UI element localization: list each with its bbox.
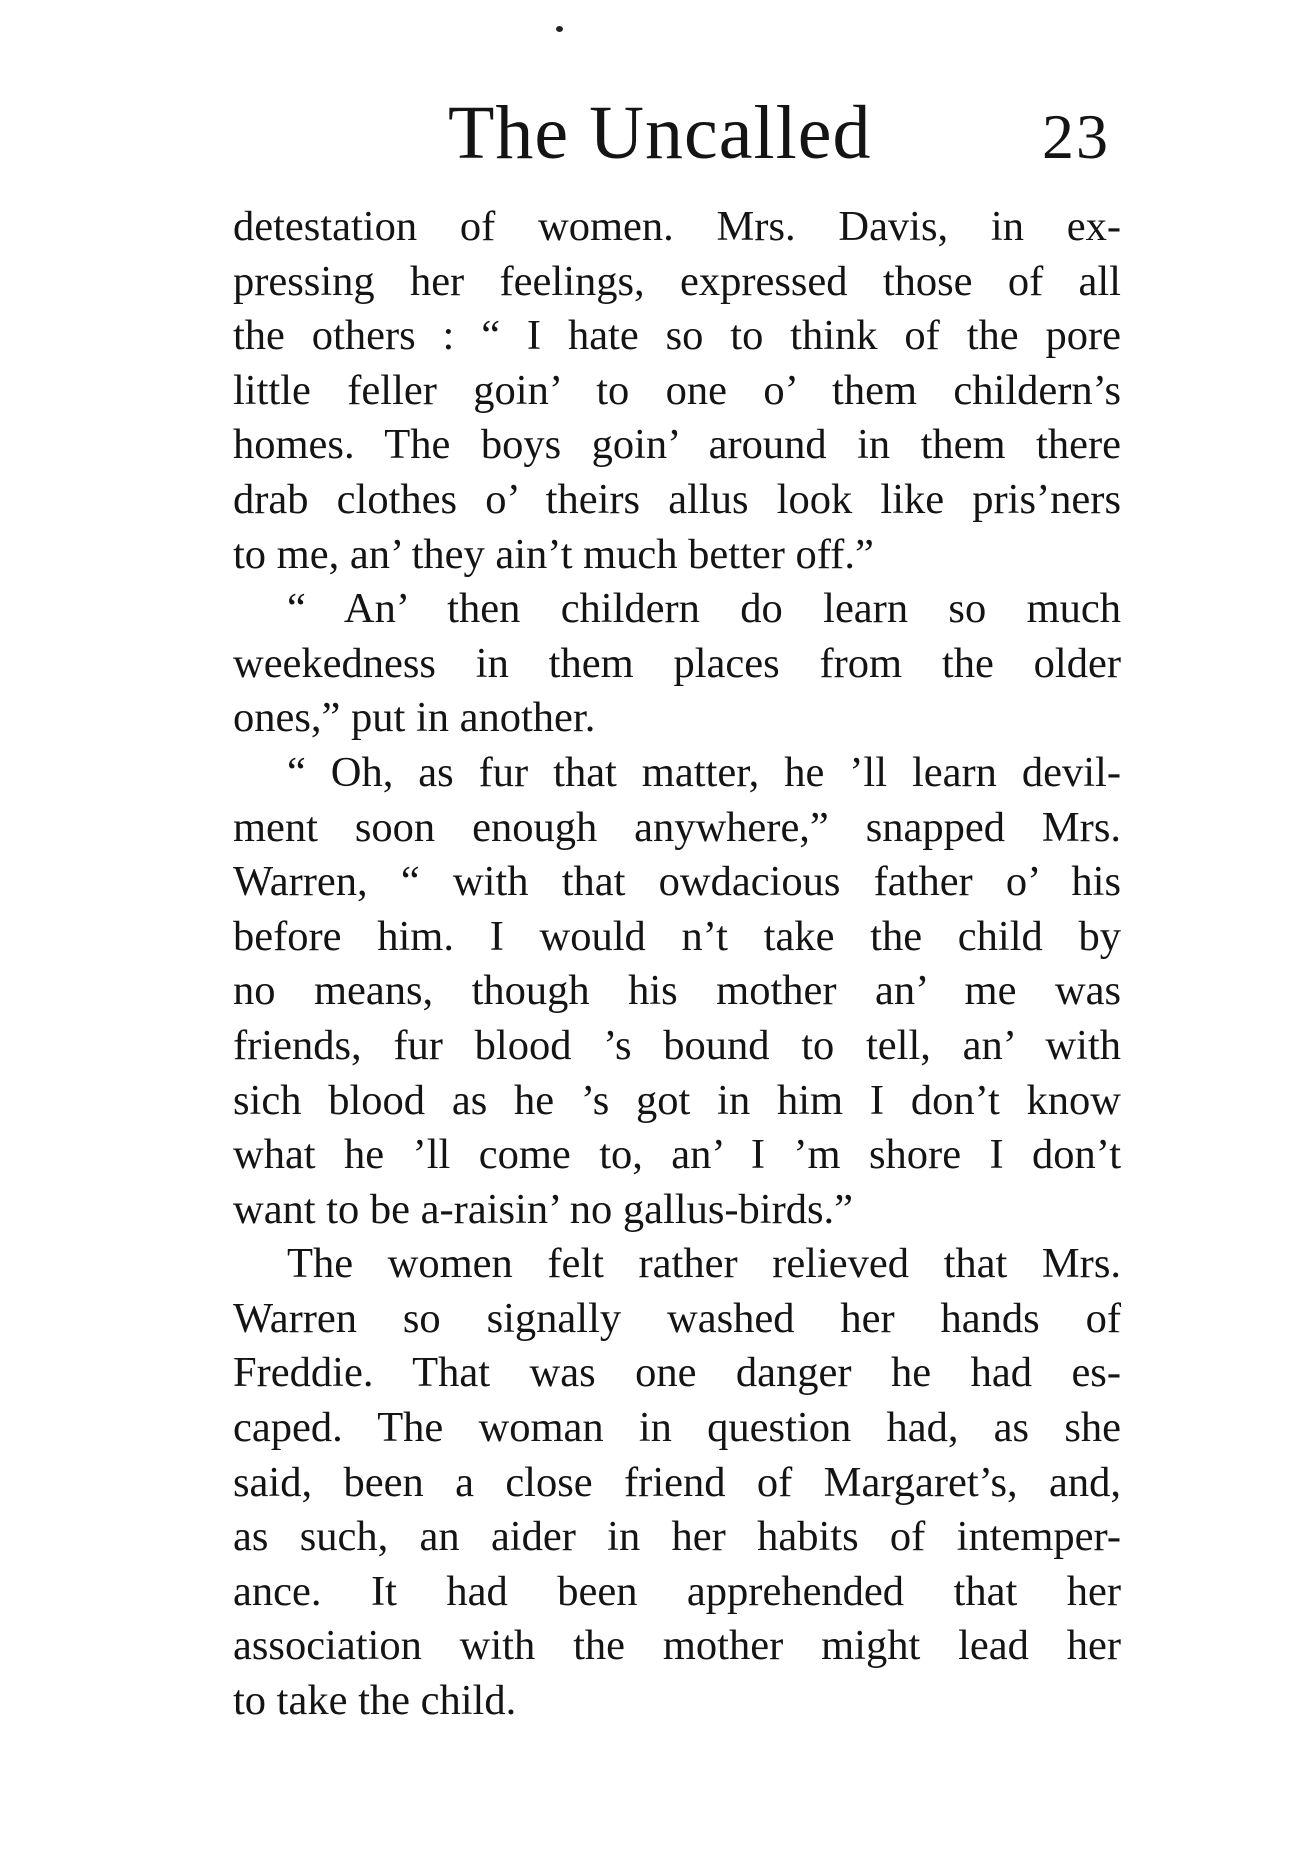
page-number: 23 [1042,101,1110,172]
text-line: Freddie. That was one danger he had es- [233,1349,1121,1397]
text-line: Warren so signally washed her hands of [233,1294,1121,1342]
text-line: “ Oh, as fur that matter, he ’ll learn devil- [287,748,1121,796]
text-line: The women felt rather relieved that Mrs. [287,1240,1121,1288]
text-line: before him. I would n’t take the child by [233,912,1121,960]
text-line: friends, fur blood ’s bound to tell, an’ with [233,1021,1121,1069]
text-line: Warren, “ with that owdacious father o’ his [233,858,1121,906]
text-line: sich blood as he ’s got in him I don’t know [233,1076,1121,1124]
text-line: what he ’ll come to, an’ I ’m shore I don’t [233,1131,1121,1179]
text-line: want to be a-raisin’ no gallus-birds.” [233,1185,854,1233]
text-line: association with the mother might lead her [233,1622,1121,1670]
text-line: the others : “ I hate so to think of the pore [233,312,1121,360]
text-line: no means, though his mother an’ me was [233,967,1121,1015]
text-line: as such, an aider in her habits of intemper- [233,1513,1121,1561]
text-line: ance. It had been apprehended that her [233,1567,1121,1615]
text-line: drab clothes o’ theirs allus look like pris’ners [233,475,1121,523]
running-head [0,88,1289,178]
text-line: to me, an’ they ain’t much better off.” [233,530,874,578]
text-line: said, been a close friend of Margaret’s, and, [233,1458,1121,1506]
text-line: caped. The woman in question had, as she [233,1404,1121,1452]
ink-speck [556,26,563,32]
text-line: pressing her feelings, expressed those of all [233,257,1121,305]
text-line: ones,” put in another. [233,694,596,742]
text-line: homes. The boys goin’ around in them there [233,421,1121,469]
text-line: little feller goin’ to one o’ them childern’s [233,366,1121,414]
running-title: The Uncalled [448,91,872,175]
text-line: “ An’ then childern do learn so much [287,585,1121,633]
body-text [233,200,1121,1729]
text-line: to take the child. [233,1677,517,1725]
text-line: ment soon enough anywhere,” snapped Mrs. [233,803,1121,851]
text-line: weekedness in them places from the older [233,639,1121,687]
text-line: detestation of women. Mrs. Davis, in ex- [233,203,1121,250]
